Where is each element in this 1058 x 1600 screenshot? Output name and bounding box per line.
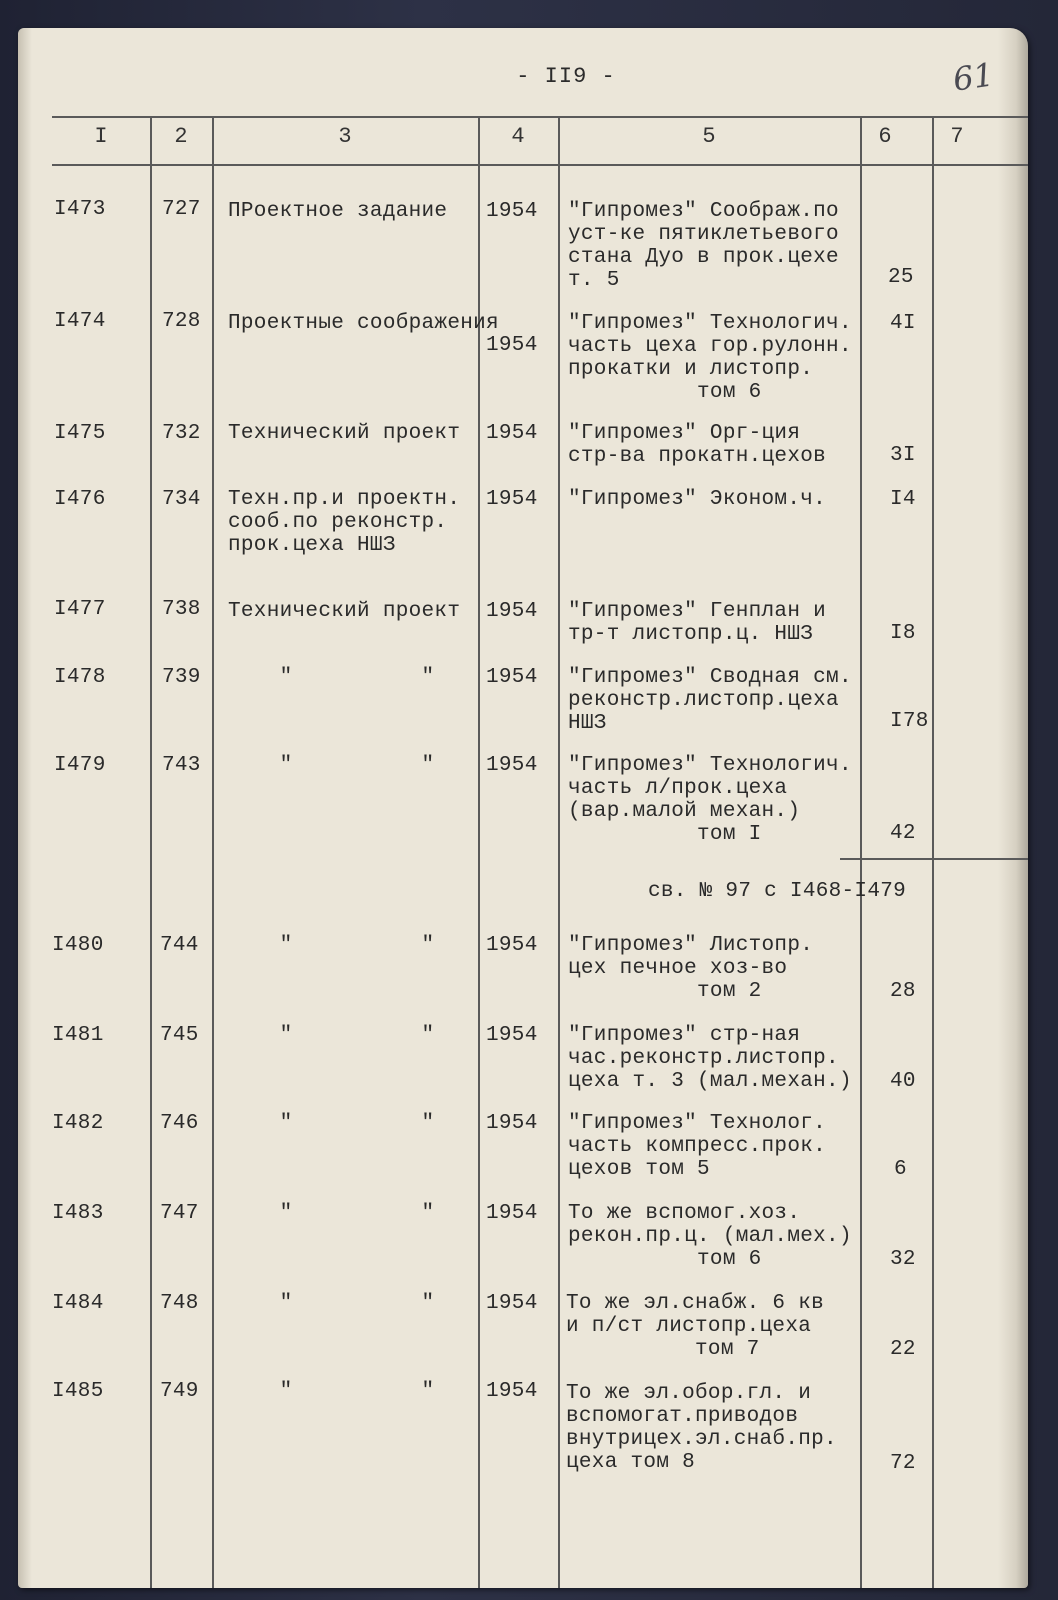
cell-number: I477 (54, 598, 106, 621)
cell-pages: 42 (890, 822, 916, 845)
column-header: 5 (702, 124, 716, 149)
cell-title: Техн.пр.и проектн. сооб.по реконстр. прок.цеха НШЗ (228, 488, 461, 557)
column-divider (212, 116, 214, 1588)
cell-description: "Гипромез" стр-ная час.реконстр.листопр. цеха т. 3 (мал.механ.) (568, 1024, 852, 1093)
cell-pages: 32 (890, 1248, 916, 1271)
cell-inventory: 749 (160, 1380, 199, 1403)
cell-year: 1954 (486, 934, 538, 957)
summary-rule (840, 858, 1028, 860)
cell-year: 1954 (486, 488, 538, 511)
cell-year: 1954 (486, 754, 538, 777)
summary-note: св. № 97 с I468-I479 (648, 880, 907, 903)
cell-inventory: 744 (160, 934, 199, 957)
cell-number: I483 (52, 1202, 104, 1225)
cell-pages: 40 (890, 1070, 916, 1093)
cell-inventory: 739 (162, 666, 201, 689)
cell-description: "Гипромез" Орг-ция стр-ва прокатн.цехов (568, 422, 827, 468)
cell-inventory: 747 (160, 1202, 199, 1225)
cell-inventory: 727 (162, 198, 201, 221)
cell-title: Проектные соображения (228, 312, 499, 335)
cell-number: I479 (54, 754, 106, 777)
cell-description: "Гипромез" Технологич. часть л/прок.цеха (вар.малой механ.) том I (568, 754, 852, 846)
page-number: - II9 - (516, 64, 616, 89)
cell-title-ditto: " " (228, 1380, 435, 1403)
column-header: 2 (174, 124, 188, 149)
cell-description: То же эл.обор.гл. и вспомогат.приводов внутрицех.эл.снаб.пр. цеха том 8 (566, 1382, 837, 1474)
column-header: 7 (950, 124, 964, 149)
cell-description: "Гипромез" Сводная см. реконстр.листопр.цеха НШЗ (568, 666, 852, 735)
cell-pages: I8 (890, 622, 916, 645)
cell-year: 1954 (486, 200, 538, 223)
cell-year: 1954 (486, 1380, 538, 1403)
cell-title-ditto: " " (228, 1292, 435, 1315)
cell-title-ditto: " " (228, 754, 435, 777)
document-page (18, 28, 1028, 1588)
column-divider (932, 116, 934, 1588)
cell-title-ditto: " " (228, 1112, 435, 1135)
column-header: I (94, 124, 108, 149)
cell-inventory: 746 (160, 1112, 199, 1135)
cell-description: То же вспомог.хоз. рекон.пр.ц. (мал.мех.) том 6 (568, 1202, 852, 1271)
cell-title: Технический проект (228, 600, 461, 623)
cell-description: "Гипромез" Технологич. часть цеха гор.рулонн. прокатки и листопр. том 6 (568, 312, 852, 404)
cell-year: 1954 (486, 422, 538, 445)
cell-inventory: 728 (162, 310, 201, 333)
cell-number: I474 (54, 310, 106, 333)
cell-description: "Гипромез" Технолог. часть компресс.прок. цехов том 5 (568, 1112, 827, 1181)
page-edge-curl (998, 28, 1028, 1588)
cell-year: 1954 (486, 334, 538, 357)
cell-pages: 3I (890, 444, 916, 467)
cell-inventory: 732 (162, 422, 201, 445)
cell-number: I485 (52, 1380, 104, 1403)
cell-number: I484 (52, 1292, 104, 1315)
cell-pages: 6 (894, 1158, 907, 1181)
page-gutter-shadow (18, 28, 32, 1588)
cell-pages: 22 (890, 1338, 916, 1361)
cell-number: I473 (54, 198, 106, 221)
cell-title-ditto: " " (228, 1202, 435, 1225)
column-divider (478, 116, 480, 1588)
column-header: 4 (511, 124, 525, 149)
cell-title-ditto: " " (228, 934, 435, 957)
cell-title: Технический проект (228, 422, 461, 445)
cell-number: I476 (54, 488, 106, 511)
cell-inventory: 743 (162, 754, 201, 777)
cell-description: "Гипромез" Эконом.ч. (568, 488, 827, 511)
cell-description: "Гипромез" Листопр. цех печное хоз-во том 2 (568, 934, 814, 1003)
cell-number: I480 (52, 934, 104, 957)
column-header: 6 (878, 124, 892, 149)
column-divider (150, 116, 152, 1588)
cell-year: 1954 (486, 1024, 538, 1047)
table-header-rule (52, 164, 1028, 166)
column-divider (558, 116, 560, 1588)
cell-title-ditto: " " (228, 1024, 435, 1047)
cell-pages: 28 (890, 980, 916, 1003)
cell-year: 1954 (486, 666, 538, 689)
cell-description: "Гипромез" Соображ.по уст-ке пятиклетьевого стана Дуо в прок.цехе т. 5 (568, 200, 839, 292)
cell-title-ditto: " " (228, 666, 435, 689)
cell-number: I478 (54, 666, 106, 689)
cell-year: 1954 (486, 1292, 538, 1315)
column-header: 3 (338, 124, 352, 149)
cell-inventory: 748 (160, 1292, 199, 1315)
cell-description: "Гипромез" Генплан и тр-т листопр.ц. НШЗ (568, 600, 827, 646)
folio-handwritten: 61 (950, 55, 997, 99)
cell-pages: 25 (888, 266, 914, 289)
cell-number: I475 (54, 422, 106, 445)
table-top-rule (52, 116, 1028, 118)
cell-year: 1954 (486, 1202, 538, 1225)
cell-number: I482 (52, 1112, 104, 1135)
cell-year: 1954 (486, 600, 538, 623)
cell-pages: 72 (890, 1452, 916, 1475)
cell-title: ПРоектное задание (228, 200, 448, 223)
cell-inventory: 738 (162, 598, 201, 621)
cell-number: I481 (52, 1024, 104, 1047)
cell-inventory: 745 (160, 1024, 199, 1047)
cell-year: 1954 (486, 1112, 538, 1135)
cell-pages: 4I (890, 312, 916, 335)
cell-pages: I78 (890, 710, 929, 733)
cell-description: То же эл.снабж. 6 кв и п/ст листопр.цеха том 7 (566, 1292, 825, 1361)
cell-inventory: 734 (162, 488, 201, 511)
cell-pages: I4 (890, 488, 916, 511)
